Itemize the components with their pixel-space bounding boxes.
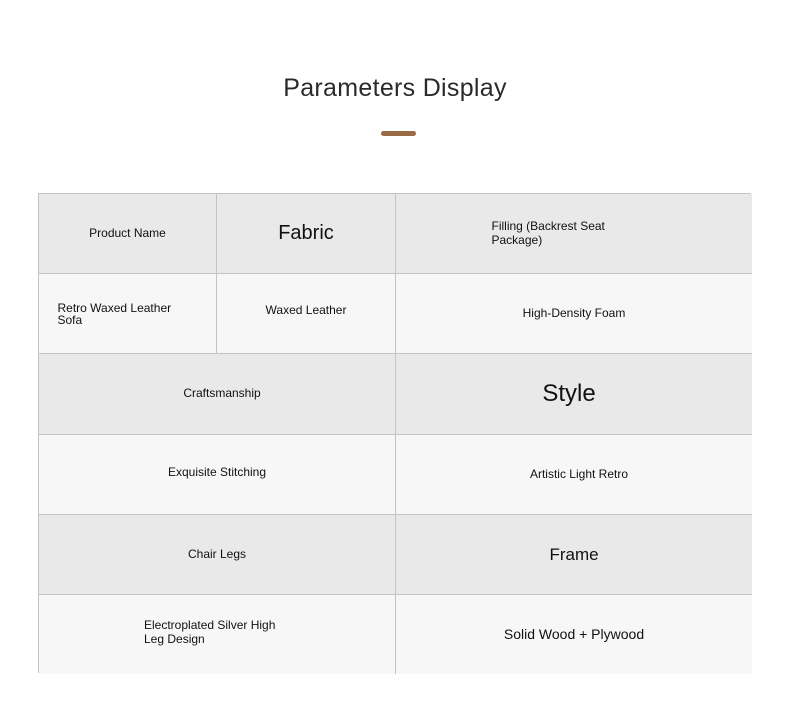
filling-label: Filling (Backrest Seat Package) [491,218,605,247]
cell-chair-legs-label [39,515,396,595]
cell-filling-value [396,274,752,354]
cell-chair-legs-value [39,595,396,674]
style-value: Artistic Light Retro [529,466,629,481]
product-name-value: Retro Waxed Leather Sofa [57,300,172,327]
cell-fabric-label [217,194,396,274]
craftsmanship-value: Exquisite Stitching [167,465,267,480]
craftsmanship-label: Craftsmanship [183,386,261,401]
frame-value: Solid Wood + Plywood [503,626,645,643]
cell-style-value [396,435,752,515]
cell-product-name-label [39,194,217,274]
cell-frame-label [396,515,752,595]
product-name-label: Product Name [89,225,166,240]
cell-product-name-value [39,274,217,354]
page-title: Parameters Display [283,74,507,102]
fabric-label: Fabric [278,222,334,244]
cell-craftsmanship-label [39,354,396,435]
style-label: Style [542,380,596,408]
cell-filling-label [396,194,752,274]
chair-legs-label: Chair Legs [187,546,247,561]
title-underline [381,131,416,136]
cell-style-label [396,354,752,435]
cell-craftsmanship-value [39,435,396,515]
filling-value: High-Density Foam [522,305,626,320]
parameters-table [38,193,751,673]
fabric-value: Waxed Leather [265,302,347,317]
frame-label: Frame [549,544,599,564]
cell-fabric-value [217,274,396,354]
cell-frame-value [396,595,752,674]
chair-legs-value: Electroplated Silver High Leg Design [144,617,276,646]
